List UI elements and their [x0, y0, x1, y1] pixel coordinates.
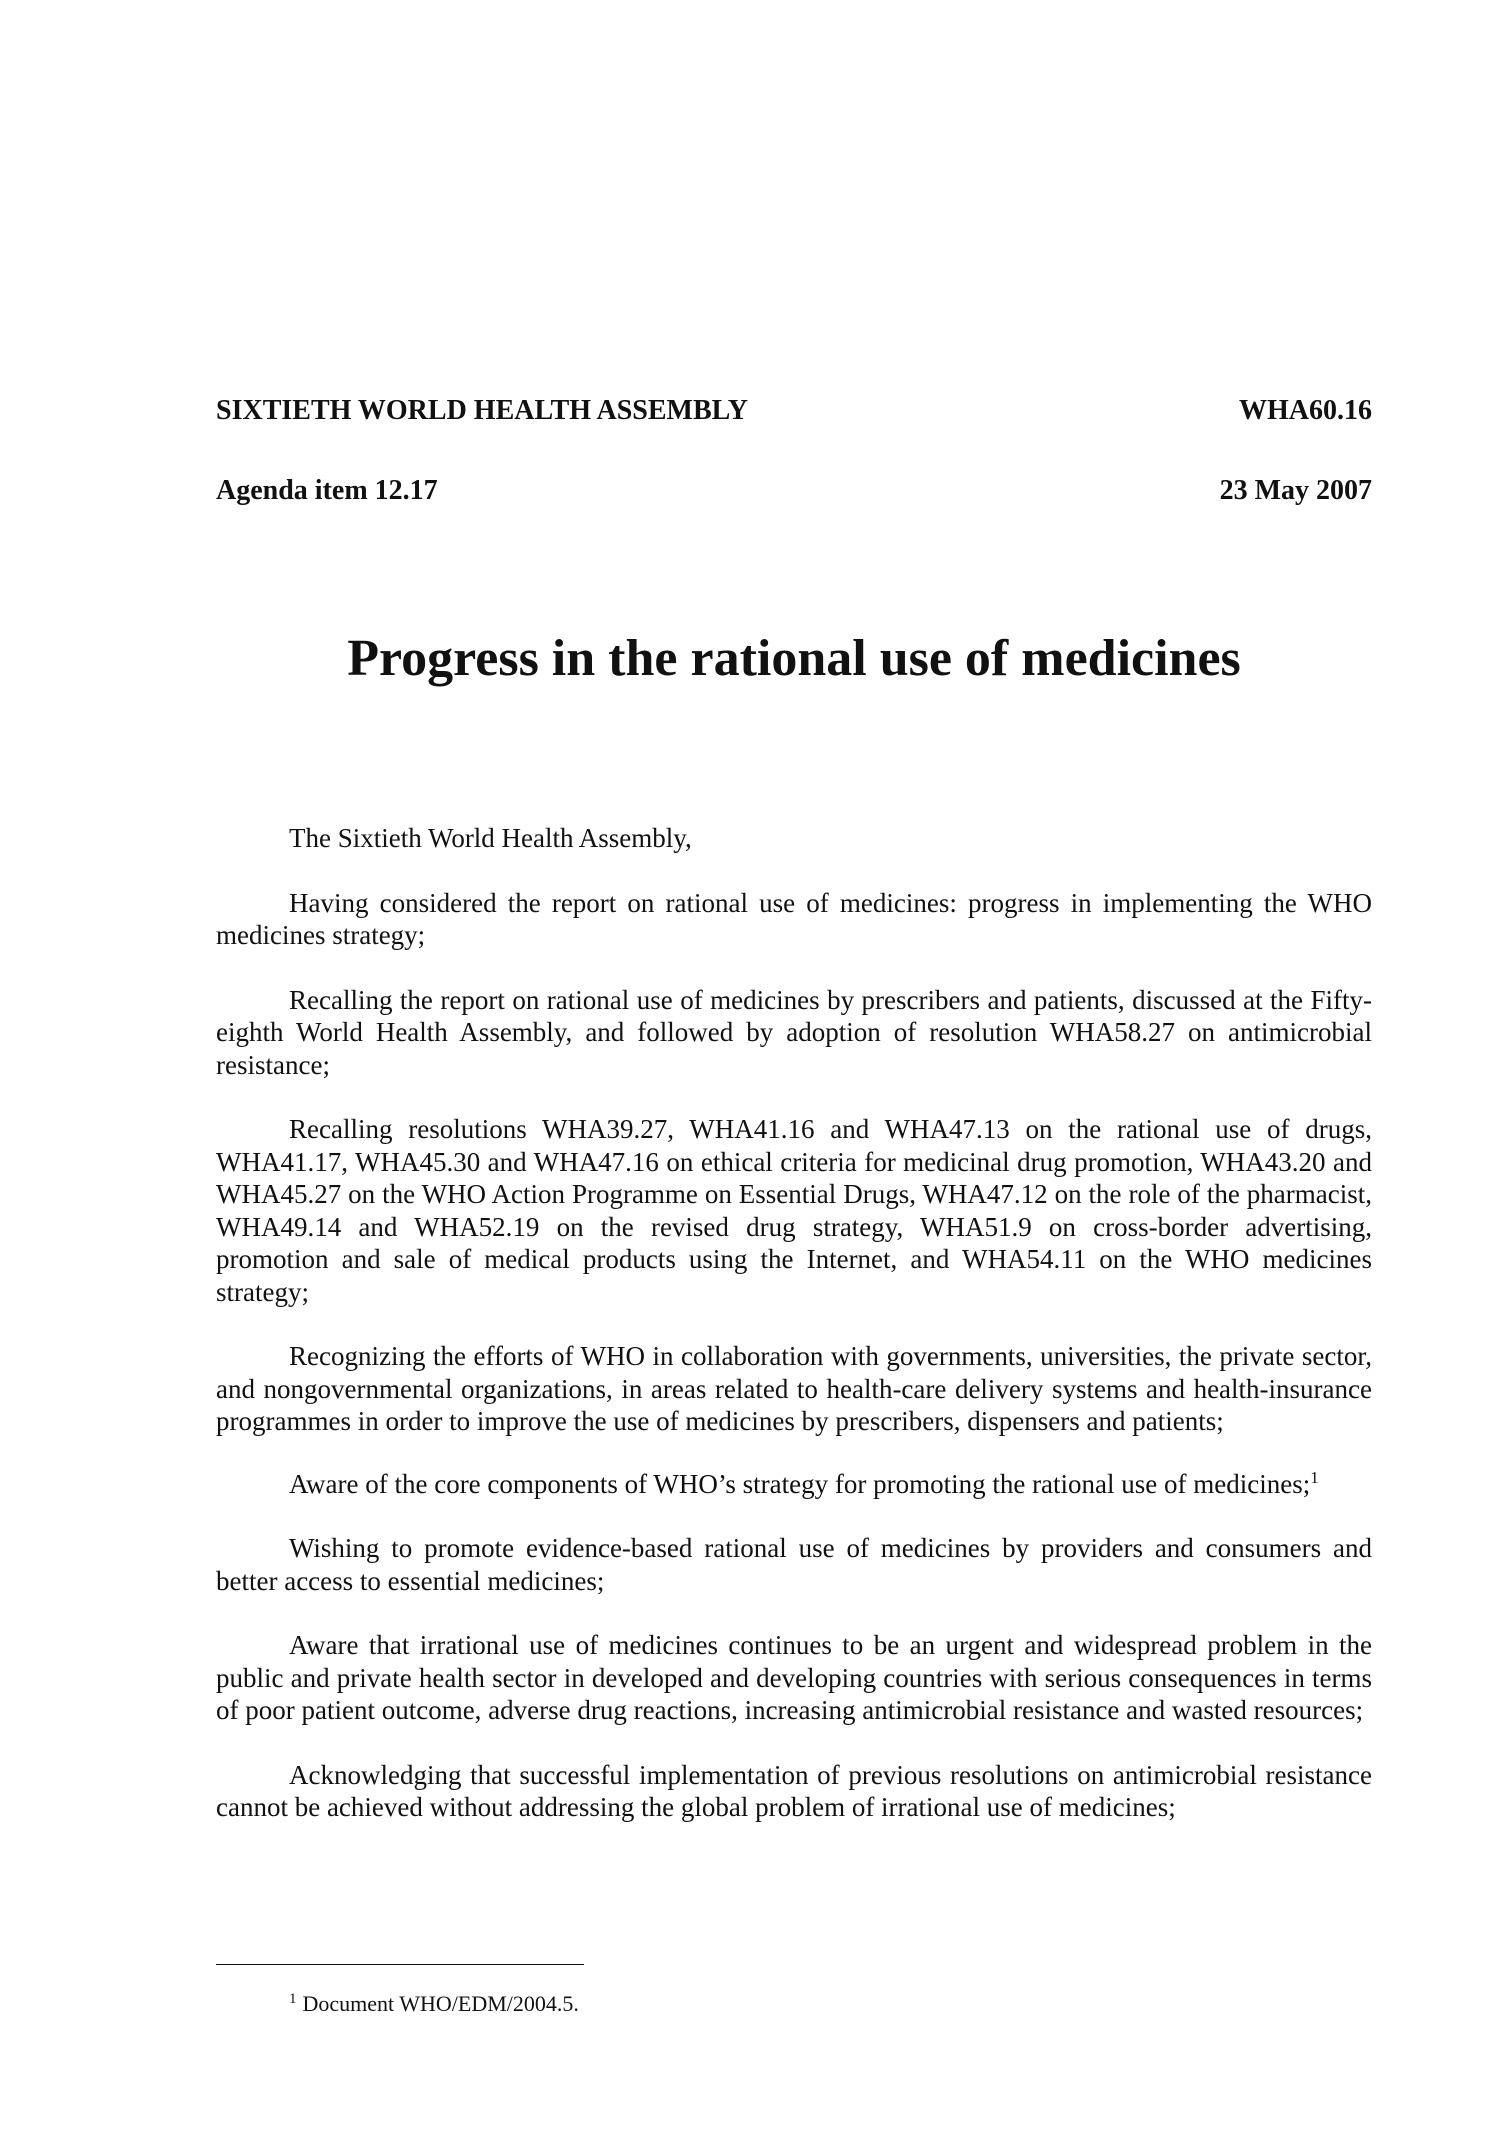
resolution-number: WHA60.16: [1239, 395, 1372, 426]
document-body: [216, 822, 1372, 1856]
paragraph-text: Aware of the core components of WHO’s strategy for promoting the rational use of medicines;: [289, 1468, 1311, 1499]
paragraph: Wishing to promote evidence-based rational use of medicines by providers and consumers and better access to essential medicines;: [216, 1533, 1372, 1596]
paragraph: Aware that irrational use of medicines continues to be an urgent and widespread problem in the public and private health sector in developed and developing countries with serious consequences in terms of poor patient outcome, adverse drug reactions, increasing antimicrobial resistance and wasted resources;: [216, 1630, 1372, 1725]
footnote-number: 1: [289, 1990, 297, 2007]
assembly-name: SIXTIETH WORLD HEALTH ASSEMBLY: [216, 395, 748, 426]
footnote-text: Document WHO/EDM/2004.5.: [302, 1991, 579, 2016]
resolution-date: 23 May 2007: [1219, 475, 1372, 506]
agenda-item: Agenda item 12.17: [216, 475, 438, 506]
document-title: Progress in the rational use of medicines: [347, 630, 1241, 687]
header-row-top: [216, 394, 1372, 428]
paragraph: Recalling resolutions WHA39.27, WHA41.16 and WHA47.13 on the rational use of drugs, WHA41.17, WHA45.30 and WHA47.16 on ethical criteria for medicinal drug promotion, WHA43.20 and WHA45.27 on the WHO Action Programme on Essential Drugs, WHA47.12 on the role of the pharmacist, WHA49.14 and WHA52.19 on the revised drug strategy, WHA51.9 on cross-border advertising, promotion and sale of medical products using the Internet, and WHA54.11 on the WHO medicines strategy;: [216, 1114, 1372, 1307]
paragraph: Having considered the report on rational use of medicines: progress in implementing the WHO medicines strategy;: [216, 887, 1372, 950]
footnote-reference[interactable]: 1: [1310, 1467, 1319, 1487]
footnote-divider: [216, 1964, 584, 1965]
paragraph-with-footnote: [216, 1468, 1372, 1501]
paragraph: The Sixtieth World Health Assembly,: [289, 823, 692, 853]
footnote: [289, 1990, 579, 2018]
header-row-bottom: [216, 474, 1372, 508]
paragraph: Acknowledging that successful implementation of previous resolutions on antimicrobial resistance cannot be achieved without addressing the global problem of irrational use of medicines;: [216, 1759, 1372, 1822]
paragraph: Recognizing the efforts of WHO in collaboration with governments, universities, the private sector, and nongovernmental organizations, in areas related to health-care delivery systems and health-insurance programmes in order to improve the use of medicines by prescribers, dispensers and patients;: [216, 1341, 1372, 1436]
paragraph: Recalling the report on rational use of medicines by prescribers and patients, discussed at the Fifty-eighth World Health Assembly, and followed by adoption of resolution WHA58.27 on antimicrobial resistance;: [216, 984, 1372, 1080]
